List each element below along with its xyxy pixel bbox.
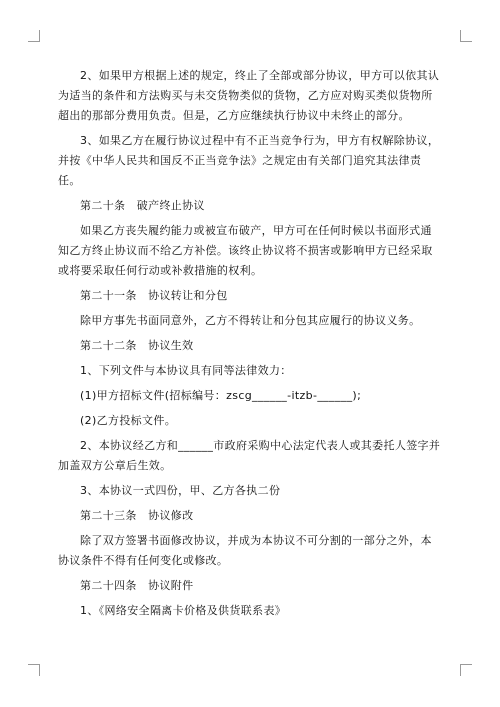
paragraph-bid-docs: (2)乙方投标文件。 (80, 414, 177, 427)
paragraph-termination-purchase: 2、如果甲方根据上述的规定，终止了全部或部分协议，甲方可以依其认为适当的条件和方法购买与未交货物类似的货物，乙方应对购买类似货物所超出的那部分费用负责。但是，乙方应继续执行协议中未终止的部分。 (58, 69, 440, 122)
paragraph-bankruptcy: 如果乙方丧失履约能力或被宣布破产，甲方可在任何时候以书面形式通知乙方终止协议而不给乙方补偿。该终止协议将不损害或影响甲方已经采取或将要采取任何行动或补救措施的权利。 (58, 224, 433, 277)
paragraph-transfer: 除甲方事先书面同意外，乙方不得转让和分包其应履行的协议义务。 (80, 314, 421, 327)
heading-article-22: 第二十二条 协议生效 (80, 339, 194, 352)
paragraph-unfair-competition: 3、如果乙方在履行协议过程中有不正当竞争行为，甲方有权解除协议，并按《中华人民共和国反不正当竞争法》之规定由有关部门追究其法律责任。 (58, 134, 440, 187)
paragraph-signing: 2、本协议经乙方和______市政府采购中心法定代表人或其委托人签字并加盖双方公章后生效。 (58, 439, 441, 472)
heading-article-23: 第二十三条 协议修改 (80, 509, 194, 522)
heading-article-24: 第二十四条 协议附件 (80, 579, 194, 592)
heading-article-20: 第二十条 破产终止协议 (80, 199, 205, 212)
paragraph-modification: 除了双方签署书面修改协议，并成为本协议不可分割的一部分之外，本协议条件不得有任何变化或修改。 (58, 534, 432, 567)
paragraph-tender-docs: (1)甲方招标文件(招标编号：zscg______-itzb-______); (80, 389, 362, 402)
heading-article-21: 第二十一条 协议转让和分包 (80, 289, 228, 302)
paragraph-attachment: 1、《网络安全隔离卡价格及供货联系表》 (80, 604, 287, 617)
paragraph-copies: 3、本协议一式四份，甲、乙方各执二份 (80, 484, 281, 497)
paragraph-effective-docs: 1、下列文件与本协议具有同等法律效力： (80, 364, 292, 377)
document-body (58, 66, 442, 621)
